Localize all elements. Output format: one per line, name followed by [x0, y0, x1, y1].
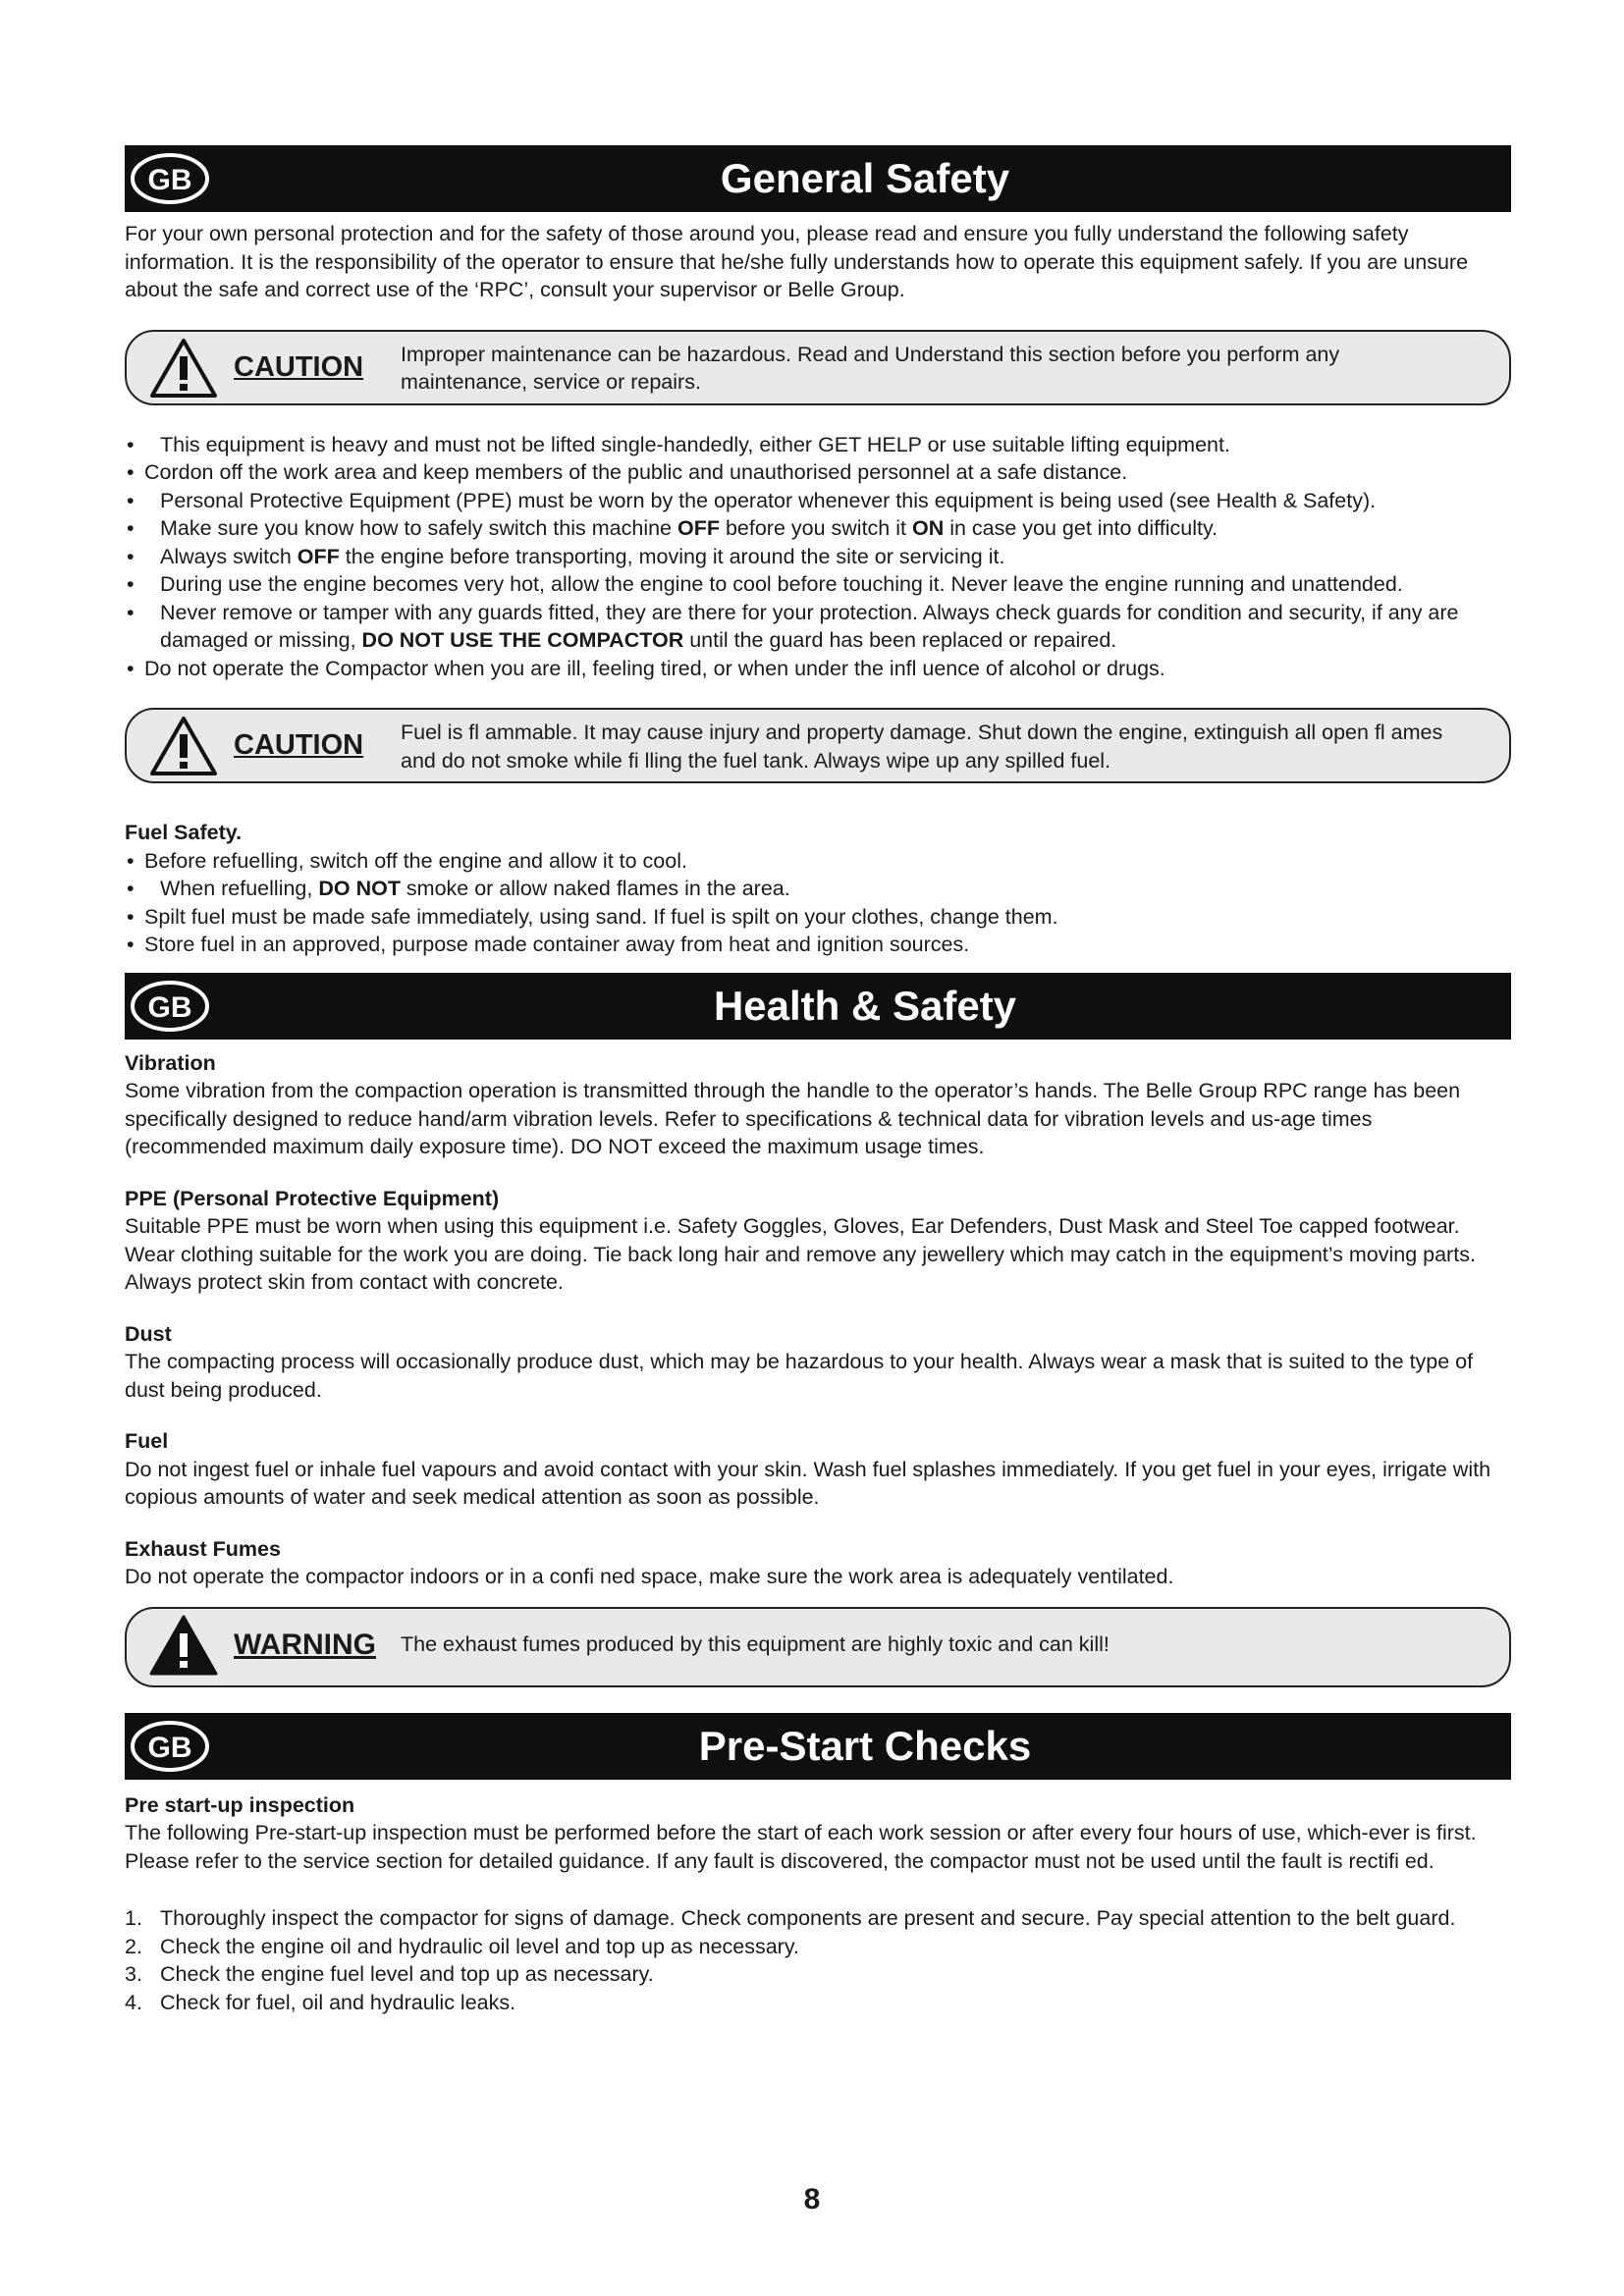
caution-triangle-icon	[148, 337, 219, 400]
subsection-heading: Exhaust Fumes	[125, 1536, 281, 1561]
subsection-text: Suitable PPE must be worn when using this equipment i.e. Safety Goggles, Gloves, Ear Defenders, Dust Mask and Steel Toe capped footwear. Wear clothing suitable for the work you are doing. Tie back long hair and remove any jewellery which may catch in the equipment’s moving parts. Always protect skin from contact with concrete.	[125, 1214, 1476, 1294]
pre-start-checks-banner	[125, 1713, 1511, 1780]
caution-triangle-icon	[148, 715, 219, 777]
caution-message: Improper maintenance can be hazardous. Read and Understand this section before you perform any maintenance, service or repairs.	[401, 342, 1340, 394]
warning-box	[125, 1607, 1511, 1687]
manual-page	[125, 145, 1511, 2016]
exhaust-fumes-section	[125, 1535, 1511, 1591]
svg-text:GB: GB	[147, 1731, 192, 1764]
fuel-section	[125, 1427, 1511, 1512]
general-safety-banner	[125, 145, 1511, 212]
pre-start-checklist	[125, 1904, 1511, 2016]
list-item: • Always switch OFF the engine before transporting, moving it around the site or servicing it.	[125, 543, 1511, 571]
svg-text:GB: GB	[147, 990, 192, 1024]
vibration-section	[125, 1049, 1511, 1161]
section-title: Pre-Start Checks	[698, 1722, 1032, 1769]
caution-message: Fuel is fl ammable. It may cause injury and property damage. Shut down the engine, extinguish all open fl ames and do not smoke while fi lling the fuel tank. Always wipe up any spilled fuel.	[401, 721, 1443, 773]
warning-label: WARNING	[234, 1628, 376, 1661]
intro-paragraph: For your own personal protection and for the safety of those around you, please read and ensure you fully understand the following safety information. It is the responsibility of the operator to ensure that he/she fully understands how to operate this equipment safely. If you are unsure about the safe and correct use of the ‘RPC’, consult your supervisor or Belle Group.	[125, 222, 1469, 301]
general-safety-list	[125, 431, 1511, 683]
caution-box	[125, 330, 1511, 405]
list-item: • During use the engine becomes very hot, allow the engine to cool before touching it. Never leave the engine running and unattended.	[125, 570, 1511, 599]
page-number: 8	[803, 2183, 821, 2216]
subsection-text: Do not ingest fuel or inhale fuel vapours and avoid contact with your skin. Wash fuel splashes immediately. If you get fuel in your eyes, irrigate with copious amounts of water and seek medical attention as soon as possible.	[125, 1457, 1491, 1509]
subsection-text: Some vibration from the compaction operation is transmitted through the handle to the operator’s hands. The Belle Group RPC range has been specifically designed to reduce hand/arm vibration levels. Refer to specifications & technical data for vibration levels and us-age times (recommended maximum daily exposure time). DO NOT exceed the maximum usage times.	[125, 1079, 1461, 1158]
list-item: • When refuelling, DO NOT smoke or allow naked flames in the area.	[125, 875, 1511, 903]
svg-text:GB: GB	[147, 164, 192, 196]
health-safety-banner	[125, 973, 1511, 1040]
subsection-text: Do not operate the compactor indoors or in a confi ned space, make sure the work area is adequately ventilated.	[125, 1565, 1174, 1588]
pre-start-inspection-section	[125, 1791, 1511, 1876]
section-title: Health & Safety	[713, 982, 1017, 1029]
list-item: • Spilt fuel must be made safe immediately, using sand. If fuel is spilt on your clothes, change them.	[125, 903, 1511, 932]
list-item: • Store fuel in an approved, purpose made container away from heat and ignition sources.	[125, 931, 1511, 959]
dust-section	[125, 1320, 1511, 1405]
list-item: • Do not operate the Compactor when you are ill, feeling tired, or when under the infl uence of alcohol or drugs.	[125, 655, 1511, 683]
caution-label: CAUTION	[234, 350, 364, 383]
subsection-heading: Dust	[125, 1321, 172, 1346]
caution-box	[125, 708, 1511, 783]
caution-label: CAUTION	[234, 729, 364, 761]
subsection-heading: Fuel	[125, 1429, 169, 1453]
list-item: 1. Thoroughly inspect the compactor for signs of damage. Check components are present and secure. Pay special attention to the belt guard.	[125, 1906, 1456, 1930]
fuel-safety-list	[125, 847, 1511, 959]
list-item: 3. Check the engine fuel level and top up as necessary.	[125, 1962, 654, 1986]
subsection-heading: Pre start-up inspection	[125, 1792, 355, 1817]
ppe-section	[125, 1185, 1511, 1297]
warning-triangle-icon	[148, 1614, 219, 1677]
subsection-heading: Vibration	[125, 1050, 216, 1075]
warning-message: The exhaust fumes produced by this equipment are highly toxic and can kill!	[401, 1631, 1110, 1656]
subsection-text: The following Pre-start-up inspection must be performed before the start of each work session or after every four hours of use, which-ever is first. Please refer to the service section for detailed guidance. If any fault is discovered, the compactor must not be used until the fault is rectifi ed.	[125, 1821, 1477, 1873]
section-title: General Safety	[720, 155, 1010, 201]
list-item: • Personal Protective Equipment (PPE) must be worn by the operator whenever this equipment is being used (see Health & Safety).	[125, 487, 1511, 515]
subsection-heading: PPE (Personal Protective Equipment)	[125, 1186, 500, 1210]
list-item: 2. Check the engine oil and hydraulic oil level and top up as necessary.	[125, 1934, 799, 1958]
list-item: • Make sure you know how to safely switch this machine OFF before you switch it ON in case you get into difficulty.	[125, 514, 1511, 543]
list-item: • Cordon off the work area and keep members of the public and unauthorised personnel at a safe distance.	[125, 458, 1511, 487]
list-item: • Before refuelling, switch off the engine and allow it to cool.	[125, 847, 1511, 876]
subsection-text: The compacting process will occasionally produce dust, which may be hazardous to your health. Always wear a mask that is suited to the type of dust being produced.	[125, 1350, 1474, 1402]
list-item: • Never remove or tamper with any guards fitted, they are there for your protection. Always check guards for condition and security, if any are damaged or missing, DO NOT USE THE COMPACTOR until the guard has been replaced or repaired.	[125, 599, 1511, 655]
list-item: 4. Check for fuel, oil and hydraulic leaks.	[125, 1990, 516, 2014]
fuel-safety-heading: Fuel Safety.	[125, 821, 243, 844]
list-item: • This equipment is heavy and must not be lifted single-handedly, either GET HELP or use suitable lifting equipment.	[125, 431, 1511, 459]
